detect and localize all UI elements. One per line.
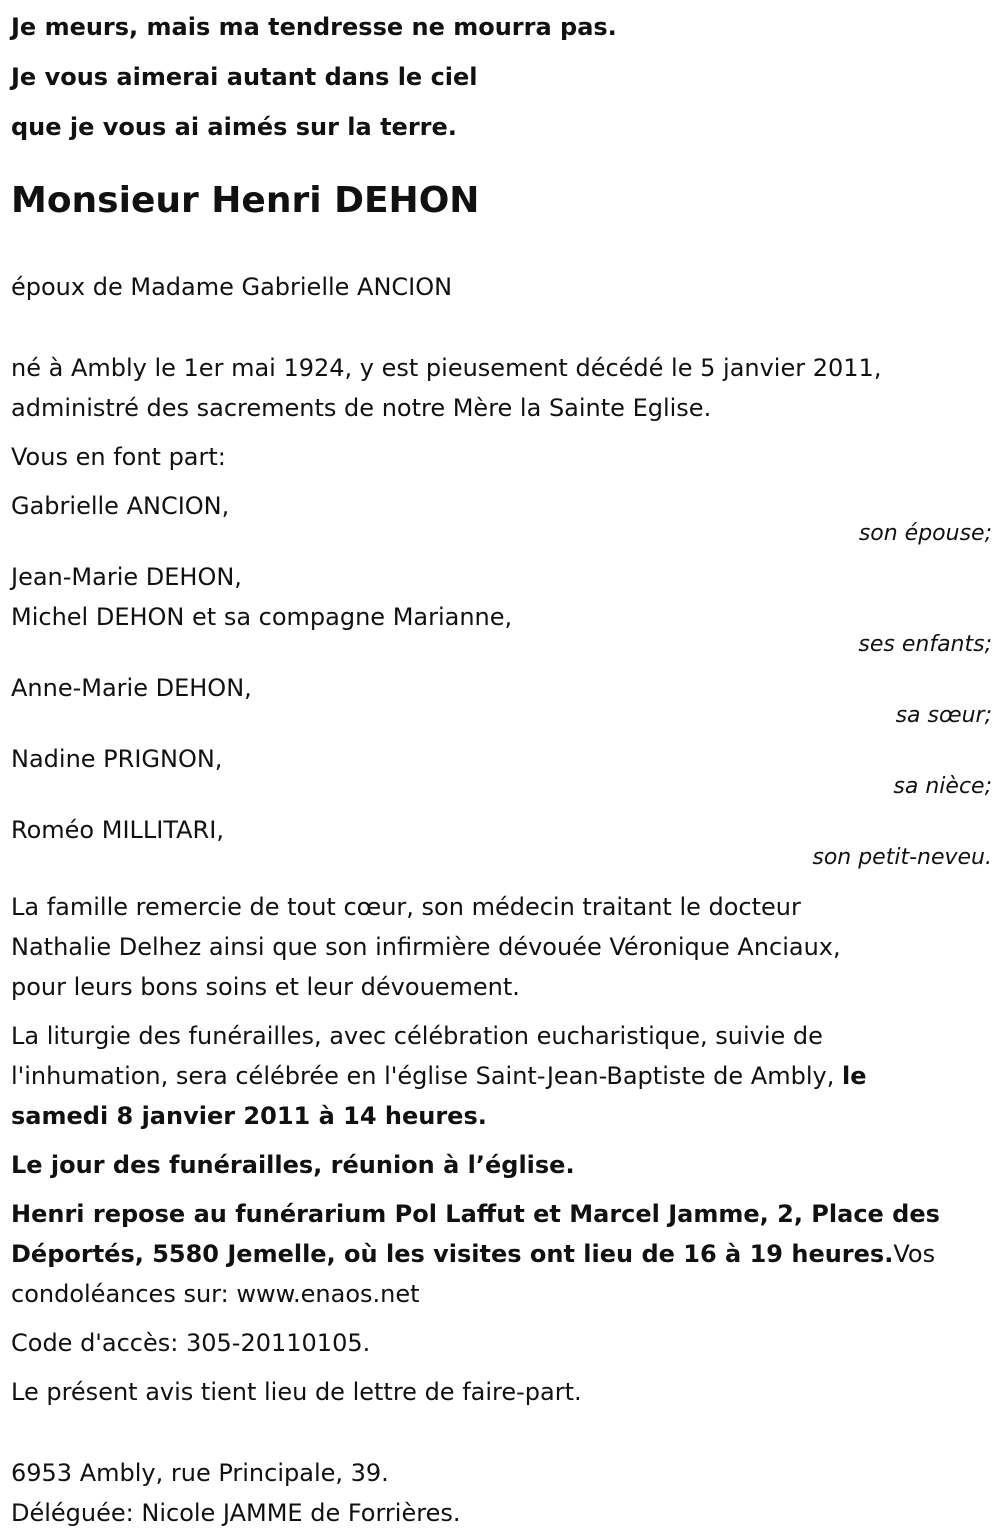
thanks-line-1: La famille remercie de tout cœur, son médecin traitant le docteur <box>11 893 801 921</box>
birth-death-info <box>11 348 991 428</box>
deceased-name: Monsieur Henri DEHON <box>11 180 480 221</box>
family-names: Anne-Marie DEHON, <box>11 674 252 702</box>
repose-line-2 <box>11 1234 991 1274</box>
liturgy-line-2-text: l'inhumation, sera célébrée en l'église Saint-Jean-Baptiste de Ambly, <box>11 1062 842 1090</box>
reunion-line: Le jour des funérailles, réunion à l’église. <box>11 1151 575 1179</box>
funeral-date: samedi 8 janvier 2011 à 14 heures. <box>11 1102 487 1130</box>
address-block <box>11 1453 991 1533</box>
liturgy-line-3 <box>11 1096 991 1136</box>
family-names: Michel DEHON et sa compagne Marianne, <box>11 603 513 631</box>
family-entry <box>11 486 991 548</box>
family-entry <box>11 739 991 801</box>
liturgy-paragraph <box>11 1016 991 1136</box>
opening-verse <box>11 2 991 152</box>
liturgy-line-1: La liturgie des funérailles, avec célébration eucharistique, suivie de <box>11 1022 823 1050</box>
birth-line-1: né à Ambly le 1er mai 1924, y est pieusement décédé le 5 janvier 2011, <box>11 354 882 382</box>
family-entry <box>11 668 991 730</box>
birth-line-2: administré des sacrements de notre Mère la Sainte Eglise. <box>11 394 712 422</box>
thanks-paragraph <box>11 887 991 1007</box>
repose-line-1 <box>11 1194 991 1234</box>
family-relation: ses enfants; <box>858 632 992 657</box>
family-entry <box>11 557 991 659</box>
obituary-notice <box>11 0 991 1533</box>
address-line-2: Déléguée: Nicole JAMME de Forrières. <box>11 1499 461 1527</box>
verse-line-3: que je vous ai aimés sur la terre. <box>11 113 457 141</box>
family-names: Nadine PRIGNON, <box>11 745 223 773</box>
liturgy-line-2-bold: le <box>841 1062 867 1090</box>
family-relation: son épouse; <box>858 521 992 546</box>
repose-paragraph <box>11 1194 991 1314</box>
family-relation: sa nièce; <box>893 774 992 799</box>
repose-line-2-text: Vos <box>893 1240 936 1268</box>
repose-line-3: condoléances sur: www.enaos.net <box>11 1280 420 1308</box>
spouse-line: époux de Madame Gabrielle ANCION <box>11 273 453 301</box>
family-relation: son petit-neveu. <box>812 845 992 870</box>
verse-line-2: Je vous aimerai autant dans le ciel <box>11 63 478 91</box>
liturgy-line-2 <box>11 1056 991 1096</box>
family-names: Roméo MILLITARI, <box>11 816 224 844</box>
thanks-line-3: pour leurs bons soins et leur dévouement. <box>11 973 520 1001</box>
family-relation: sa sœur; <box>895 703 992 728</box>
family-names: Jean-Marie DEHON, <box>11 563 242 591</box>
access-code: Code d'accès: 305-20110105. <box>11 1329 371 1357</box>
family-entry <box>11 810 991 872</box>
notice-line: Le présent avis tient lieu de lettre de faire-part. <box>11 1378 582 1406</box>
repose-line-2-bold: Déportés, 5580 Jemelle, où les visites ont lieu de 16 à 19 heures. <box>11 1240 894 1268</box>
family-names: Gabrielle ANCION, <box>11 492 230 520</box>
thanks-line-2: Nathalie Delhez ainsi que son infirmière dévouée Véronique Anciaux, <box>11 933 841 961</box>
repose-line-1-bold: Henri repose au funérarium Pol Laffut et Marcel Jamme, 2, Place des <box>11 1200 940 1228</box>
address-line-1: 6953 Ambly, rue Principale, 39. <box>11 1459 389 1487</box>
announce-line: Vous en font part: <box>11 443 226 471</box>
verse-line-1: Je meurs, mais ma tendresse ne mourra pas. <box>11 13 617 41</box>
